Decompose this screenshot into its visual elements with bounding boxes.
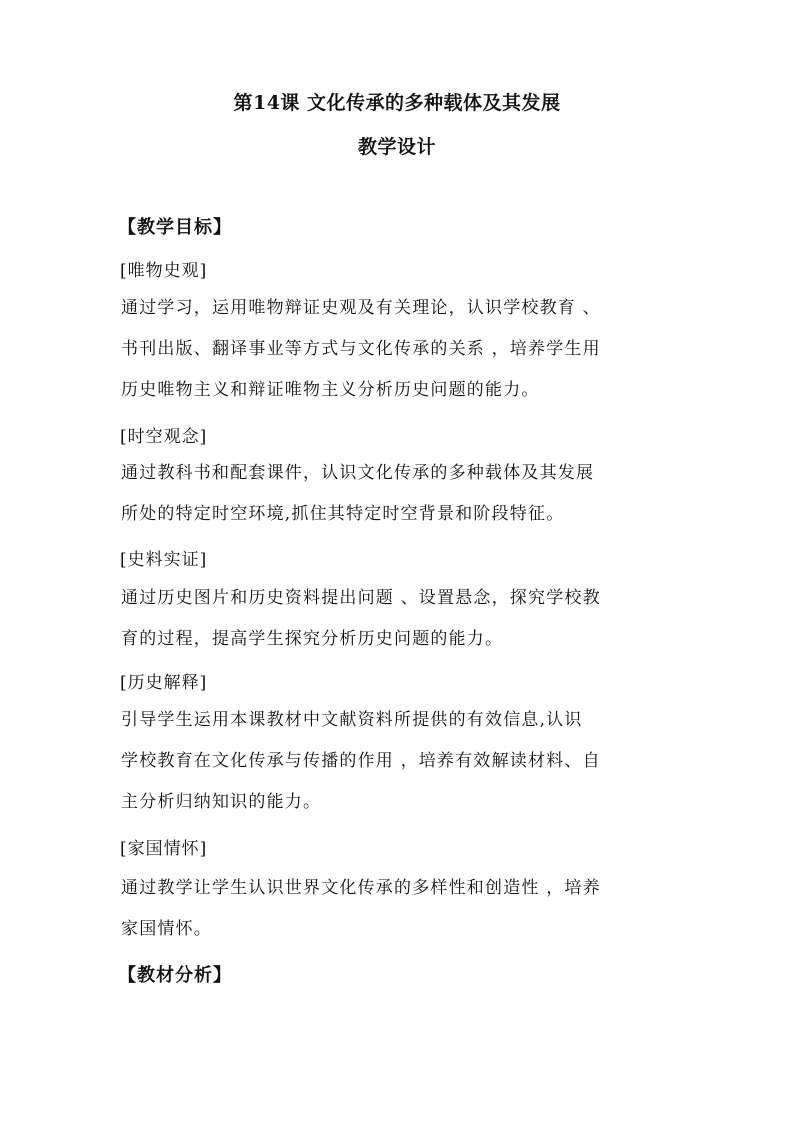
subheading-spacetime: [时空观念] [120, 427, 208, 447]
subheading-interpretation: [历史解释] [120, 673, 208, 693]
paragraph-line: 主分析归纳知识的能力。 [121, 792, 322, 812]
paragraph-line: 引导学生运用本课教材中文献资料所提供的有效信息,认识 [121, 710, 583, 730]
paragraph-line: 通过历史图片和历史资料提出问题 、设置悬念，探究学校教 [121, 588, 601, 608]
section-heading-materials: 【教材分析】 [118, 965, 232, 986]
paragraph-spacetime [121, 453, 681, 535]
subheading-materialism: [唯物史观] [120, 261, 208, 281]
page-title: 第14课 文化传承的多种载体及其发展 [233, 92, 561, 114]
paragraph-line: 所处的特定时空环境,抓住其特定时空背景和阶段特征。 [121, 504, 565, 524]
paragraph-line: 通过教科书和配套课件，认识文化传承的多种载体及其发展 [121, 463, 595, 483]
paragraph-line: 家国情怀。 [121, 919, 212, 939]
section-heading-objectives: 【教学目标】 [118, 217, 232, 238]
paragraph-line: 通过教学让学生认识世界文化传承的多样性和创造性 ，培养 [121, 878, 601, 898]
paragraph-materialism [121, 288, 681, 411]
paragraph-line: 书刊出版、翻译事业等方式与文化传承的关系 ，培养学生用 [121, 339, 601, 359]
paragraph-line: 育的过程，提高学生探究分析历史问题的能力。 [121, 629, 504, 649]
paragraph-evidence [121, 578, 681, 660]
paragraph-line: 历史唯物主义和辩证唯物主义分析历史问题的能力。 [121, 380, 540, 400]
paragraph-line: 学校教育在文化传承与传播的作用 ，培养有效解读材料、自 [121, 751, 601, 771]
paragraph-patriotism [121, 868, 681, 950]
page-subtitle: 教学设计 [357, 136, 436, 158]
subheading-patriotism: [家国情怀] [120, 839, 208, 859]
subheading-evidence: [史料实证] [120, 550, 208, 570]
paragraph-interpretation [121, 700, 681, 823]
paragraph-line: 通过学习，运用唯物辩证史观及有关理论，认识学校教育 、 [121, 298, 601, 318]
